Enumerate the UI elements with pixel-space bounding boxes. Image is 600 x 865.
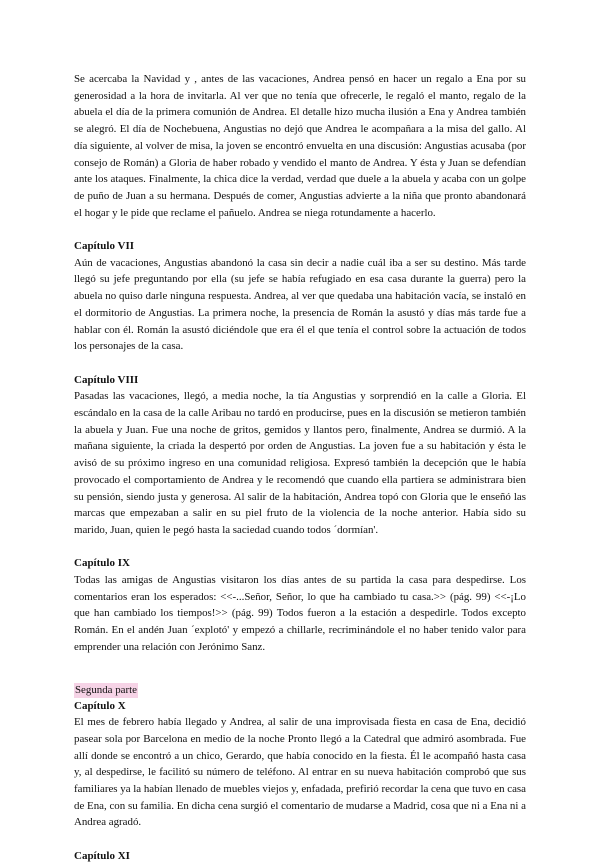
- spacer: [74, 221, 526, 238]
- chapter-x-title: Capítulo X: [74, 699, 126, 712]
- chapter-x-paragraph: El mes de febrero había llegado y Andrea, al salir de una improvisada fiesta en casa de Ena, decidió pasear sola por Barcelona en medio de la noche Pronto llegó a la Catedral que admiró asombrada. Fue allí donde se encontró a un chico, Gerardo, que había conocido en la fiesta. Él le acompañó hasta casa y, al despedirse, le facilitó su número de teléfono. Al entrar en su nueva habitación comprobó que sus familiares ya la habían llenado de muebles viejos y, enfadada, prefirió recordar la cena que tuvo en casa de Ena, con su familia. En dicha cena surgió el comentario de mudarse a Madrid, cosa que ni a Ena ni a Andrea agradó.: [74, 716, 526, 829]
- spacer: [74, 539, 526, 556]
- spacer: [74, 831, 526, 848]
- document-body: [74, 71, 526, 865]
- chapter-ix-paragraph: Todas las amigas de Angustias visitaron los días antes de su partida la casa para despedirse. Los comentarios eran los esperados: <<-...Señor, Señor, lo que ha cambiado tu casa.>> (pág. 99) <<-¡Lo que han cambiado los tiempos!>> (pág. 99) Todos fueron a la estación a despedirle. Todos excepto Román. En el andén Juan ´explotó' y empezó a chillarle, recriminándole el no haber tenido valor para emprender una relación con Jerónimo Sanz.: [74, 574, 526, 653]
- spacer: [74, 656, 526, 680]
- chapter-viii-paragraph: Pasadas las vacaciones, llegó, a media noche, la tía Angustias y sorprendió en la calle a Gloria. El escándalo en la casa de la calle Aribau no tardó en producirse, pues en la discusión se metieron también la abuela y Juan. Fue una noche de gritos, gemidos y llantos pero, finalmente, Andrea se durmió. A la mañana siguiente, la criada la despertó por orden de Angustias. La joven fue a su habitación y ésta le avisó de su próximo ingreso en una comunidad religiosa. Expresó también la decepción que le había provocado el comportamiento de Andrea y le recomendó que cuando ella partiera se administrara bien su pensión, siendo justa y generosa. Al salir de la habitación, Andrea topó con Gloria que le enseñó las marcas que empezaban a salir en su piel fruto de la violencia de la noche anterior. Había sido su marido, Juan, quien le pegó hasta la saciedad cuando todos ´dormían'.: [74, 390, 526, 536]
- chapter-viii-title: Capítulo VIII: [74, 373, 139, 386]
- intro-paragraph: Se acercaba la Navidad y , antes de las vacaciones, Andrea pensó en hacer un regalo a Ena por su generosidad a la hora de invitarla. Al ver que no tenía que ofrecerle, le regaló el manto, regalo de la abuela el día de la primera comunión de Andrea. El detalle hizo mucha ilusión a Ena y Andrea también se alegró. El día de Nochebuena, Angustias no dejó que Andrea le acompañara a la misa del gallo. Al día siguiente, al volver de misa, la joven se encontró envuelta en una discusión: Angustias acusaba (por consejo de Román) a Gloria de haber robado y vendido el manto de Andrea. Y ésta y Juan se defendían ante los ataques. Finalmente, la chica dice la verdad, verdad que duele a la abuela y acaba con un golpe de puño de Juan a su hermana. Después de comer, Angustias advierte a la niña que pronto abandonará el hogar y le pide que reclame el pañuelo. Andrea se niega rotundamente a hacerlo.: [74, 73, 526, 219]
- chapter-vii-paragraph: Aún de vacaciones, Angustias abandonó la casa sin decir a nadie cuál iba a ser su destino. Más tarde llegó su jefe preguntando por ella (su jefe se había refugiado en esa casa durante la guerra) pero la abuela no quiso darle ninguna respuesta. Andrea, al ver que quedaba una habitación vacía, se instaló en el dormitorio de Angustias. La primera noche, la presencia de Román la asustó y días más tarde fue a hablar con él. Román la asustó diciéndole que era él el que tenía el control sobre la actuación de todos los personajes de la casa.: [74, 256, 526, 353]
- chapter-xi-title: Capítulo XI: [74, 849, 130, 862]
- chapter-ix-title: Capítulo IX: [74, 557, 130, 570]
- part-two-label: Segunda parte: [75, 683, 137, 696]
- chapter-vii-title: Capítulo VII: [74, 240, 135, 253]
- spacer: [74, 355, 526, 372]
